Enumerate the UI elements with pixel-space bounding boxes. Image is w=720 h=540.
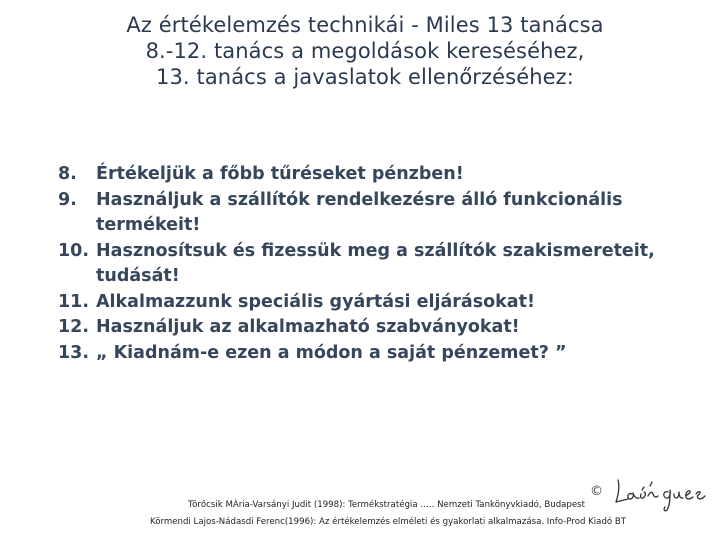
advice-list: [58, 162, 698, 366]
title-line-2: 8.-12. tanács a megoldások kereséséhez,: [145, 39, 585, 63]
reference-1: Törőcsik MÁria-Varsányi Judit (1998): Termékstratégia ….. Nemzeti Tankönyvkiadó, Budapest: [188, 500, 586, 510]
list-item: [58, 188, 698, 239]
reference-2: Körmendi Lajos-Nádasdi Ferenc(1996): Az értékelemzés elméleti és gyakorlati alkalmazása. Info-Prod Kiadó BT: [150, 517, 627, 527]
list-item: [58, 315, 698, 341]
signature-image: [612, 472, 710, 512]
list-item-text: Használjuk az alkalmazható szabványokat!: [96, 317, 520, 337]
list-item-text: Hasznosítsuk és fizessük meg a szállítók szakismereteit, tudását!: [96, 240, 655, 286]
title-line-3: 13. tanács a javaslatok ellenőrzéséhez:: [156, 65, 574, 89]
list-item-text: Használjuk a szállítók rendelkezésre álló funkcionális termékeit!: [96, 189, 623, 235]
list-item-number: 10.: [58, 240, 90, 261]
list-item-number: 12.: [58, 317, 90, 337]
list-item-number: 11.: [58, 291, 90, 312]
list-item-text: „ Kiadnám-e ezen a módon a saját pénzemet? ”: [96, 342, 567, 363]
list-item: [58, 341, 698, 367]
list-item: [58, 290, 698, 316]
slide-title: [40, 12, 690, 90]
list-item-text: Értékeljük a főbb tűréseket pénzben!: [96, 164, 464, 184]
list-item-number: 13.: [58, 342, 90, 363]
list-item: [58, 162, 698, 188]
title-line-1: Az értékelemzés technikái - Miles 13 tanácsa: [126, 13, 604, 37]
references: [150, 497, 627, 531]
list-item-text: Alkalmazzunk speciális gyártási eljárásokat!: [96, 291, 535, 312]
copyright-symbol: ©: [590, 484, 603, 499]
list-item-number: 8.: [58, 164, 77, 184]
list-item: [58, 239, 698, 290]
list-item-number: 9.: [58, 189, 77, 210]
